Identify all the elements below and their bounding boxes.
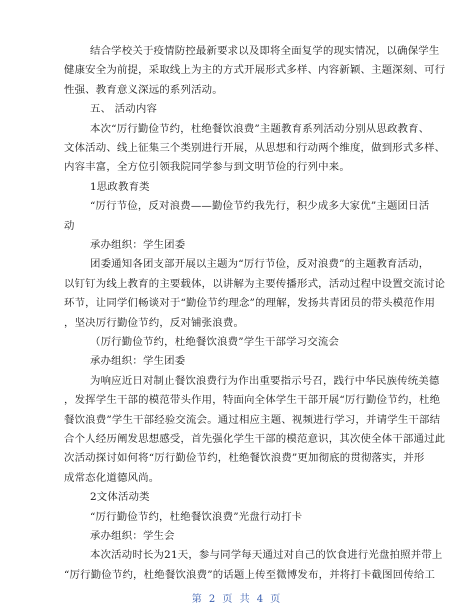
paragraph-line: 环节，让同学们畅谈对于“勤俭节约理念”的理解，发扬共青团员的带头模范作用 [64,297,436,310]
paragraph-line: 合个人经历阐发思想感受，首先强化学生干部的模范意识，其次使全体干部通过此 [64,433,446,445]
paragraph-line: 次活动探讨如何将“厉行勤俭节约，杜绝餐饮浪费”更加彻底的贯彻落实，并形 [64,452,425,465]
paragraph-line: 以钉钉为线上教育的主要载体，以讲解为主要传播形式，活动过程中设置交流讨论 [64,277,446,290]
organizer-line: 承办组织：学生团委 [90,239,186,251]
activity-title: “厉行节俭，反对浪费——勤俭节约我先行，积少成多大家优”主题团日活 [90,200,430,213]
paragraph-line: 内容丰富，全方位引领我院同学参与到文明节俭的行列中来。 [64,161,350,174]
paragraph-line: 为响应近日对制止餐饮浪费行为作出重要指示号召，践行中华民族传统美德 [90,374,440,387]
activity-title: 动 [64,219,75,232]
paragraph-line: 文体活动、线上征集三个类别进行开展，从思想和行动两个维度，做到形式多样、 [64,142,446,154]
paragraph-line: 本次“厉行勤俭节约，杜绝餐饮浪费”主题教育系列活动分别从思政教育、 [90,122,430,135]
paragraph-line: ，坚决厉行勤俭节约，反对铺张浪费。 [64,316,245,329]
page-number-footer: 第 2 页 共 4 页 [191,594,283,605]
paragraph-line: “厉行勤俭节约，杜绝餐饮浪费”的话题上传至微博发布，并将打卡截图回传给工 [64,568,436,581]
paragraph-line: ，发挥学生干部的模范带头作用，特面向全体学生干部开展“厉行勤俭节约，杜绝 [64,394,441,407]
organizer-line: 承办组织：学生团委 [90,355,186,368]
paragraph-line: 本次活动时长为21天，参与同学每天通过对自己的饮食进行光盘拍照并带上 [90,549,443,562]
paragraph-line: 健康安全为前提，采取线上为主的方式开展形式多样、内容新颖、主题深刻、可行 [64,64,446,77]
paragraph-line: 餐饮浪费”学生干部经验交流会。通过相应主题、视频进行学习，并请学生干部结 [64,413,441,426]
activity-title: （厉行勤俭节约，杜绝餐饮浪费”学生干部学习交流会 [90,336,340,348]
subsection-heading: 2文体活动类 [90,491,150,504]
subsection-heading: 1思政教育类 [90,180,150,193]
paragraph-line: 结合学校关于疫情防控最新要求以及即将全面复学的现实情况，以确保学生 [90,45,440,57]
organizer-line: 承办组织：学生会 [90,530,175,542]
activity-title: “厉行勤俭节约，杜绝餐饮浪费”光盘行动打卡 [90,510,303,523]
paragraph-line: 团委通知各团支部开展以主题为“厉行节俭，反对浪费”的主题教育活动， [90,258,430,271]
paragraph-line: 性强、教育意义深远的系列活动。 [64,83,223,96]
paragraph-line: 成常态化道德风尚。 [64,471,160,484]
section-heading: 五、 活动内容 [90,103,158,116]
